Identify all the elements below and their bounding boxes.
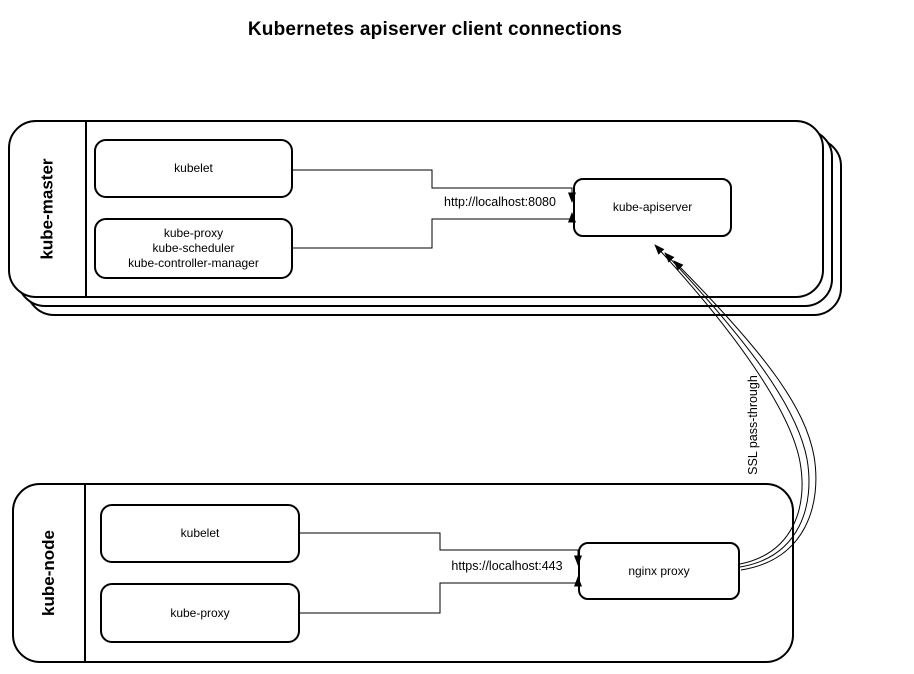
node-kube-proxy-label: kube-proxy [170,605,230,620]
control-plane-clients-node [94,218,293,279]
control-plane-line-kube-scheduler: kube-scheduler [152,241,235,255]
node-kube-proxy-node [100,583,300,643]
kube-master-label-band [10,122,87,296]
kube-apiserver-label: kube-apiserver [612,200,693,214]
ssl-pass-through-label: SSL pass-through [746,375,760,475]
control-plane-line-kube-controller-manager: kube-controller-manager [128,256,259,270]
https-edge-label: https://localhost:443 [451,559,563,573]
master-kubelet-node [94,139,293,198]
kube-node-label-band [14,485,86,661]
control-plane-line-kube-proxy: kube-proxy [163,226,224,240]
kube-master-label: kube-master [37,158,57,260]
diagram-title: Kubernetes apiserver client connections [247,19,623,40]
node-kubelet-label: kubelet [180,526,220,540]
master-kubelet-label: kubelet [174,161,213,175]
node-kubelet-node [100,504,300,563]
nginx-proxy-label: nginx proxy [628,563,690,578]
http-edge-label: http://localhost:8080 [444,195,556,209]
kube-node-label: kube-node [39,530,59,616]
